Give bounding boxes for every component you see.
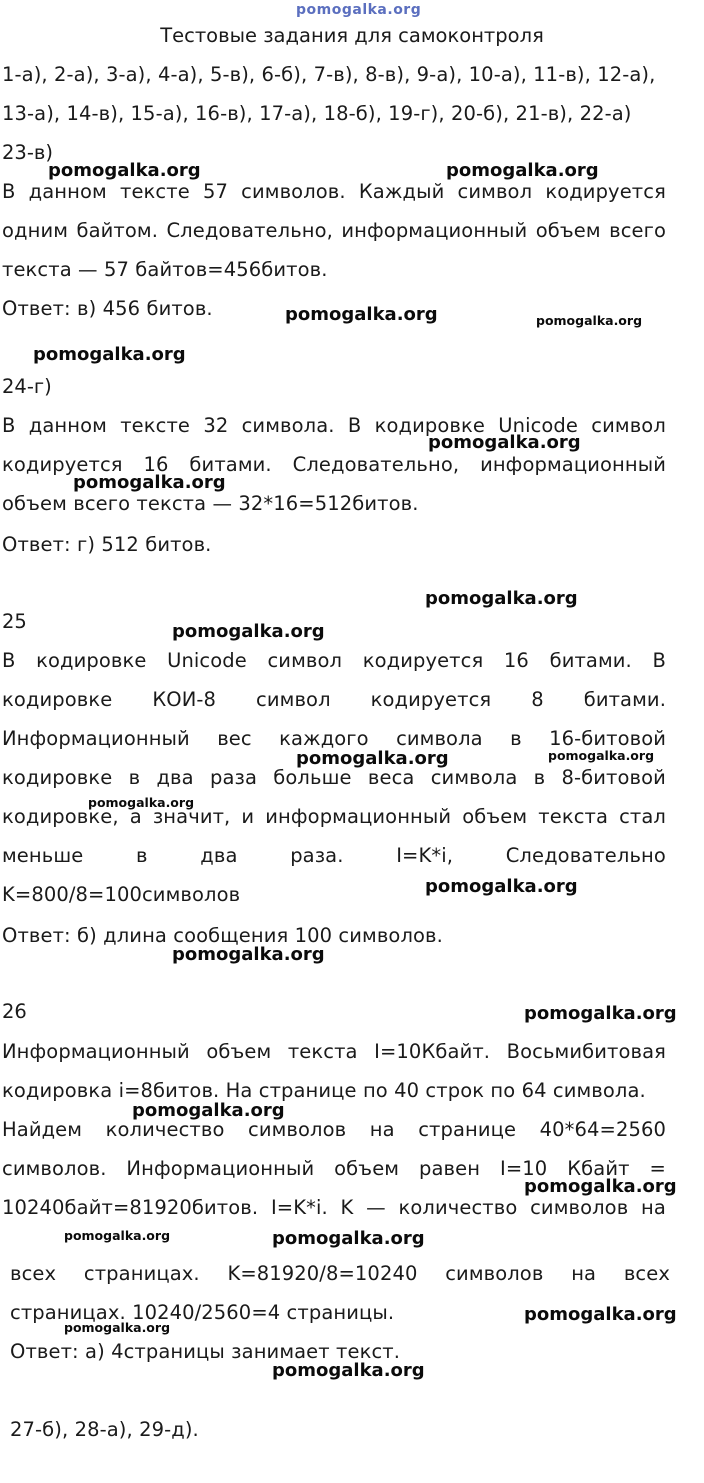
word: на [571, 1262, 597, 1285]
task-24-answer: Ответ: г) 512 битов. [2, 533, 212, 556]
task-25-line-2 [2, 688, 666, 712]
word: и [241, 805, 255, 828]
word: символа. [241, 414, 335, 437]
word: Информационный [126, 1157, 315, 1180]
word: страницах. [83, 1262, 200, 1285]
word: байтом. [76, 219, 159, 242]
word: 8-битовой [561, 766, 666, 789]
word: K [340, 1196, 354, 1219]
word: веса [367, 766, 415, 789]
word: количество [398, 1196, 518, 1219]
word: два [200, 844, 238, 867]
page-title: Тестовые задания для самоконтроля [160, 24, 544, 47]
word: символ [457, 180, 533, 203]
word: Следовательно [505, 844, 666, 867]
word: I=10Кбайт. [374, 1040, 491, 1063]
watermark: pomogalka.org [536, 313, 643, 328]
word: символов [445, 1262, 544, 1285]
watermark: pomogalka.org [428, 432, 581, 453]
watermark: pomogalka.org [33, 344, 186, 365]
word: каждого [279, 727, 369, 750]
task-25-line-7: K=800/8=100символов [2, 883, 241, 906]
word: В [2, 649, 16, 672]
watermark: pomogalka.org [524, 1176, 677, 1197]
word: на [641, 1196, 666, 1219]
word: символ [591, 414, 666, 437]
word: объем [462, 805, 528, 828]
watermark: pomogalka.org [425, 588, 578, 609]
answers-line-2: 13-а), 14-в), 15-а), 16-в), 17-а), 18-б), 19-г), 20-б), 21-в), 22-а) [2, 102, 632, 125]
word: В [2, 414, 16, 437]
watermark: pomogalka.org [64, 1228, 171, 1243]
word: 40*64=2560 [539, 1118, 666, 1141]
word: в [533, 766, 546, 789]
word: два [156, 766, 194, 789]
word: в [510, 727, 522, 750]
word: 32 [203, 414, 229, 437]
task-25-number: 25 [2, 610, 27, 633]
word: меньше [2, 844, 84, 867]
task-23-line-1 [2, 180, 666, 204]
word: Unicode [498, 414, 579, 437]
word: в [136, 844, 148, 867]
word: информационный [480, 453, 666, 476]
word: 16-битовой [549, 727, 666, 750]
word: объем [535, 219, 601, 242]
watermark: pomogalka.org [524, 1304, 677, 1325]
word: кодировке [374, 414, 485, 437]
word: символов. [2, 1157, 107, 1180]
watermark: pomogalka.org [73, 472, 226, 493]
word: информационный [265, 805, 452, 828]
word: битами. [189, 453, 272, 476]
task-23-answer: Ответ: в) 456 битов. [2, 297, 213, 320]
task-25-line-4 [2, 766, 666, 790]
word: всех [623, 1262, 670, 1285]
task-25-answer: Ответ: б) длина сообщения 100 символов. [2, 924, 443, 947]
task-24-line-3: объем всего текста — 32*16=512битов. [2, 492, 419, 515]
word: 16 [503, 649, 529, 672]
task-23-line-3: текста — 57 байтов=456битов. [2, 258, 328, 281]
word: в [128, 766, 141, 789]
word: В [652, 649, 666, 672]
task-26-answer: Ответ: а) 4страницы занимает текст. [10, 1340, 401, 1363]
word: битами. [549, 649, 632, 672]
word: 10240байт=81920битов. [2, 1196, 259, 1219]
word: кодировке [2, 688, 113, 711]
word: символ [267, 649, 343, 672]
task-26-line-1 [2, 1040, 666, 1064]
word: кодировке [2, 766, 113, 789]
word: равен [419, 1157, 481, 1180]
word: Следовательно, [292, 453, 460, 476]
word: стал [619, 805, 666, 828]
watermark: pomogalka.org [272, 1360, 425, 1381]
word: кодируется [362, 649, 484, 672]
watermark: pomogalka.org [172, 621, 325, 642]
task-23-number: 23-в) [2, 141, 53, 164]
watermark: pomogalka.org [425, 876, 578, 897]
word: 8 [531, 688, 544, 711]
word: всех [10, 1262, 57, 1285]
task-24-number: 24-г) [2, 375, 52, 398]
watermark: pomogalka.org [548, 748, 655, 763]
word: кодировке [36, 649, 147, 672]
word: кодируется [545, 180, 666, 203]
word: Восьмибитовая [506, 1040, 666, 1063]
watermark: pomogalka.org [285, 304, 438, 325]
word: раза [209, 766, 258, 789]
word: тексте [120, 180, 190, 203]
watermark: pomogalka.org [524, 1003, 677, 1024]
word: Unicode [167, 649, 247, 672]
word: больше [273, 766, 352, 789]
task-26-line-6 [10, 1262, 670, 1286]
watermark: pomogalka.org [132, 1100, 285, 1121]
word: Каждый [358, 180, 445, 203]
word: текста [538, 805, 609, 828]
task-26-line-5 [2, 1196, 666, 1220]
task-25-line-1 [2, 649, 666, 673]
word: кодируется [2, 453, 123, 476]
site-watermark-top: pomogalka.org [296, 2, 422, 18]
task-25-line-6 [2, 844, 666, 868]
word: I=K*i, [396, 844, 454, 867]
word: объем [334, 1157, 400, 1180]
word: Найдем [2, 1118, 83, 1141]
task-26-line-2: кодировка i=8битов. На странице по 40 строк по 64 символа. [2, 1079, 646, 1102]
word: данном [28, 180, 107, 203]
watermark: pomogalka.org [172, 944, 325, 965]
final-answers: 27-б), 28-а), 29-д). [10, 1418, 199, 1441]
word: Информационный [2, 1040, 190, 1063]
word: K=81920/8=10240 [227, 1262, 418, 1285]
watermark: pomogalka.org [296, 748, 449, 769]
word: КОИ-8 [152, 688, 217, 711]
word: символа [430, 766, 518, 789]
word: всего [609, 219, 666, 242]
word: вес [217, 727, 252, 750]
word: символа [396, 727, 483, 750]
task-26-number: 26 [2, 1000, 27, 1023]
task-26-line-3 [2, 1118, 666, 1142]
task-26-line-7: страницах. 10240/2560=4 страницы. [10, 1301, 395, 1324]
watermark: pomogalka.org [88, 795, 195, 810]
word: символов [530, 1196, 629, 1219]
word: Следовательно, [166, 219, 333, 242]
word: 57 [202, 180, 228, 203]
answers-line-1: 1-а), 2-а), 3-а), 4-а), 5-в), 6-б), 7-в), 8-в), 9-а), 10-а), 11-в), 12-а), [2, 63, 656, 86]
word: символов [248, 1118, 347, 1141]
watermark: pomogalka.org [64, 1320, 171, 1335]
word: а [129, 805, 142, 828]
word: I=10 [500, 1157, 548, 1180]
word: Информационный [2, 727, 190, 750]
word: странице [418, 1118, 517, 1141]
word: I=K*i. [270, 1196, 328, 1219]
word: символов. [241, 180, 346, 203]
watermark: pomogalka.org [272, 1228, 425, 1249]
word: объем [206, 1040, 272, 1063]
word: тексте [120, 414, 191, 437]
word: данном [28, 414, 107, 437]
word: значит, [152, 805, 231, 828]
word: на [369, 1118, 395, 1141]
word: кодируется [370, 688, 492, 711]
watermark: pomogalka.org [48, 160, 201, 181]
word: одним [2, 219, 69, 242]
word: В [347, 414, 362, 437]
word: В [2, 180, 16, 203]
word: информационный [341, 219, 528, 242]
word: кодировке, [2, 805, 119, 828]
word: битами. [583, 688, 666, 711]
word: символ [256, 688, 331, 711]
watermark: pomogalka.org [446, 160, 599, 181]
task-23-line-2 [2, 219, 666, 243]
word: 16 [143, 453, 169, 476]
word: текста [287, 1040, 358, 1063]
word: количество [105, 1118, 225, 1141]
word: Кбайт [567, 1157, 630, 1180]
word: — [366, 1196, 386, 1219]
word: раза. [290, 844, 344, 867]
word: = [649, 1157, 666, 1180]
